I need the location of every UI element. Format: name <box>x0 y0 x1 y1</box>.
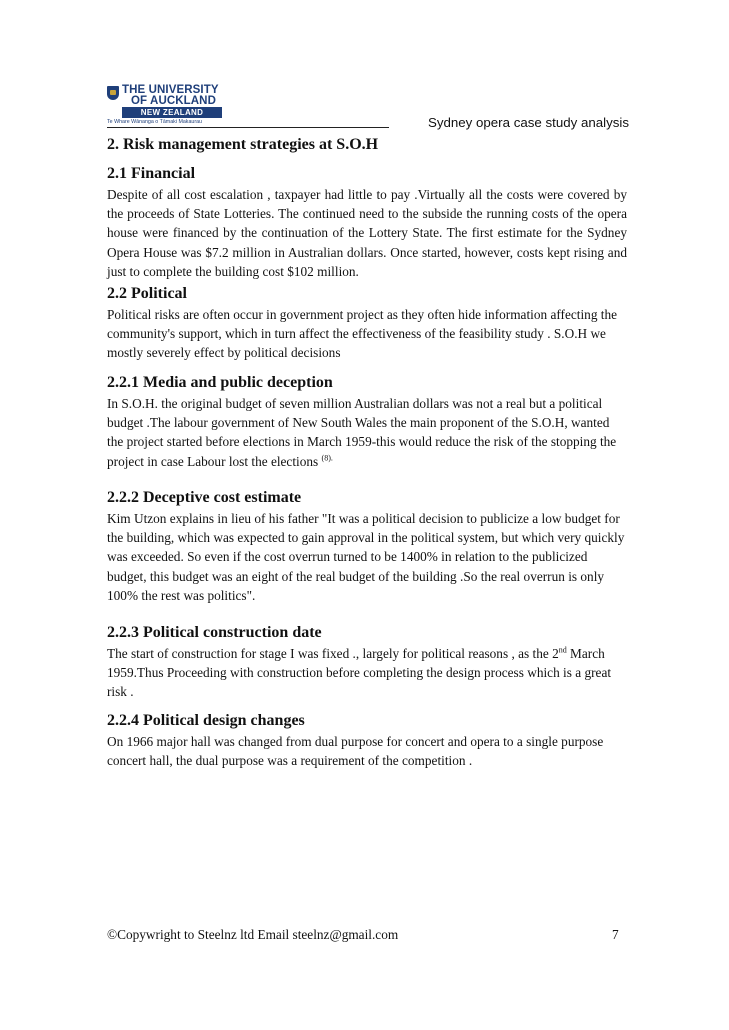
financial-section <box>107 164 627 281</box>
financial-heading: 2.1 Financial <box>107 165 196 182</box>
political-section <box>107 284 627 363</box>
media-text: In S.O.H. the original budget of seven million Australian dollars was not a real but a political budget .The labour government of New South Wales the main proponent of the S.O.H, wanted the project started before elections in March 1959-this would reduce the risk of the stopping the project in case Labour lost the elections <box>107 396 617 469</box>
construction-ordinal: nd <box>558 645 567 655</box>
logo-band: NEW ZEALAND <box>122 107 222 118</box>
footer-copyright: ©Copywright to Steelnz ltd Email steelnz@gmail.com <box>107 927 399 942</box>
page-number: 7 <box>612 927 619 942</box>
header-rule <box>107 127 389 128</box>
media-heading: 2.2.1 Media and public deception <box>107 374 333 391</box>
media-reference: (8). <box>321 453 333 463</box>
construction-text-b: March 1959.Thus Proceeding with construction before completing the design process which is a great risk . <box>107 646 612 700</box>
construction-section <box>107 623 627 702</box>
page-header <box>107 84 629 134</box>
logo-tagline: Te Whare Wānanga o Tāmaki Makaurau <box>107 119 202 125</box>
construction-text-a: The start of construction for stage I was fixed ., largely for political reasons , as the 2 <box>107 646 559 661</box>
crest-icon <box>107 86 119 100</box>
university-logo <box>107 84 224 128</box>
design-heading: 2.2.4 Political design changes <box>107 712 305 729</box>
design-section <box>107 711 627 770</box>
financial-paragraph: Despite of all cost escalation , taxpayer had little to pay .Virtually all the costs were covered by the proceeds of State Lotteries. The continued need to the subside the running costs of the opera house were financed by the continuation of the Lottery State. The first estimate for the Sydney Opera House was $7.2 million in Australian dollars. Once started, however, costs kept rising and just to complete the building cost $102 million. <box>107 187 627 279</box>
logo-line-1: THE UNIVERSITY <box>122 84 219 96</box>
construction-paragraph <box>107 644 627 702</box>
political-heading: 2.2 Political <box>107 285 187 302</box>
deceptive-paragraph: Kim Utzon explains in lieu of his father "It was a political decision to publicize a low budget for the building, which was expected to gain approval in the political system, but which very quickly was exceeded. So even if the cost overrun turned to be 1400% in relation to the publicized budget, this budget was an eight of the real budget of the building .So the real overrun is only 100% the rest was politics". <box>107 511 625 603</box>
deceptive-section <box>107 488 627 605</box>
section-heading: 2. Risk management strategies at S.O.H <box>107 136 379 153</box>
design-paragraph: On 1966 major hall was changed from dual purpose for concert and opera to a single purpose concert hall, the dual purpose was a requirement of the competition . <box>107 734 604 769</box>
construction-heading: 2.2.3 Political construction date <box>107 624 322 641</box>
deceptive-heading: 2.2.2 Deceptive cost estimate <box>107 489 302 506</box>
logo-line-2: OF AUCKLAND <box>131 95 216 107</box>
header-title: Sydney opera case study analysis <box>427 115 629 130</box>
political-paragraph: Political risks are often occur in government project as they often hide information affecting the community's support, which in turn affect the effectiveness of the feasibility study . S.O.H we mostly severely effect by political decisions <box>107 307 618 361</box>
media-section <box>107 373 627 471</box>
media-paragraph <box>107 394 627 471</box>
section-heading-block <box>107 135 627 155</box>
